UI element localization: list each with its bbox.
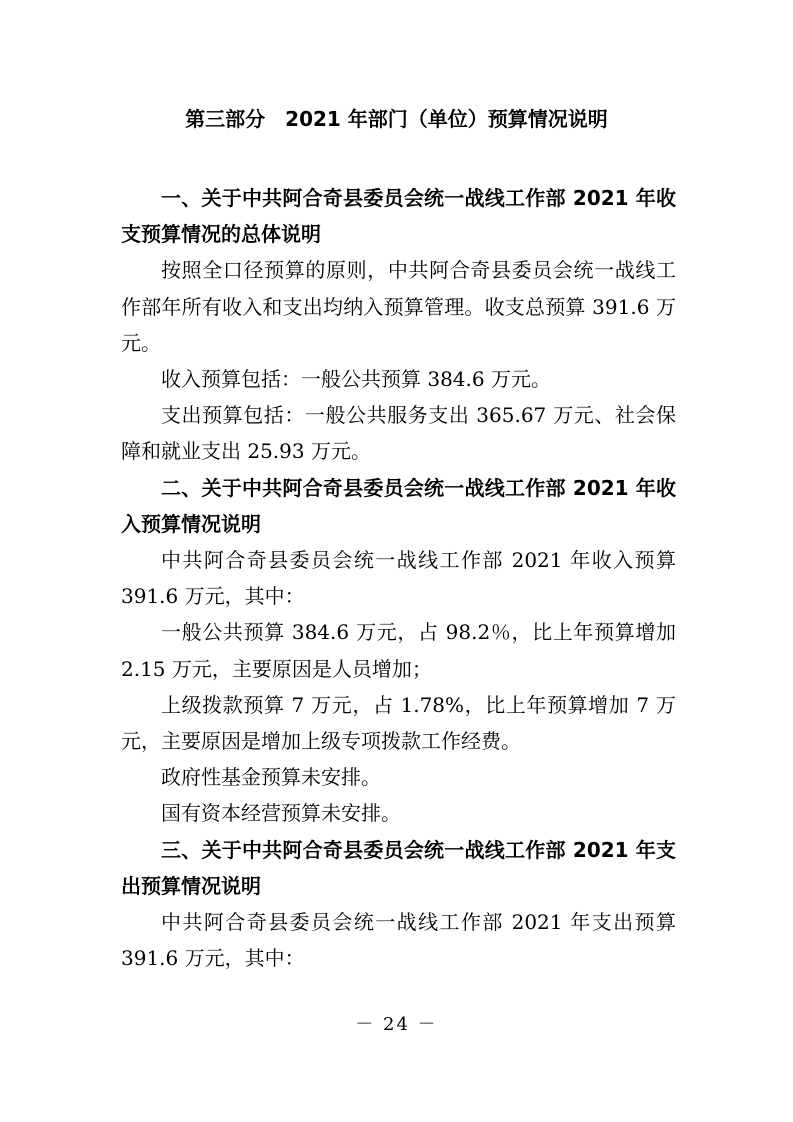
section-1-paragraph-1: 按照全口径预算的原则，中共阿合奇县委员会统一战线工作部年所有收入和支出均纳入预算管理。收支总预算 391.6 万元。 (121, 258, 676, 355)
section-2-paragraph-3: 上级拨款预算 7 万元，占 1.78%，比上年预算增加 7 万元，主要原因是增加上级专项拨款工作经费。 (121, 692, 676, 754)
section-2-paragraph-1: 中共阿合奇县委员会统一战线工作部 2021 年收入预算 391.6 万元，其中： (121, 548, 676, 609)
section-2-paragraph-5: 国有资本经营预算未安排。 (161, 801, 401, 826)
page-title: 第三部分 2021 年部门（单位）预算情况说明 (185, 107, 608, 131)
section-1-paragraph-2: 收入预算包括：一般公共预算 384.6 万元。 (161, 367, 551, 392)
page-number: － 24 － (355, 1014, 438, 1035)
section-3-paragraph-1: 中共阿合奇县委员会统一战线工作部 2021 年支出预算 391.6 万元，其中： (121, 910, 676, 971)
section-1-paragraph-3: 支出预算包括：一般公共服务支出 365.67 万元、社会保障和就业支出 25.93 万元。 (121, 403, 676, 464)
section-3-heading: 三、关于中共阿合奇县委员会统一战线工作部 2021 年支出预算情况说明 (121, 837, 676, 898)
section-2-paragraph-4: 政府性基金预算未安排。 (161, 765, 381, 790)
document-body (121, 180, 676, 976)
section-2-paragraph-2: 一般公共预算 384.6 万元，占 98.2％，比上年预算增加 2.15 万元，主要原因是人员增加； (121, 620, 676, 681)
section-2-heading: 二、关于中共阿合奇县委员会统一战线工作部 2021 年收入预算情况说明 (121, 475, 676, 536)
section-1-heading: 一、关于中共阿合奇县委员会统一战线工作部 2021 年收支预算情况的总体说明 (121, 186, 676, 247)
